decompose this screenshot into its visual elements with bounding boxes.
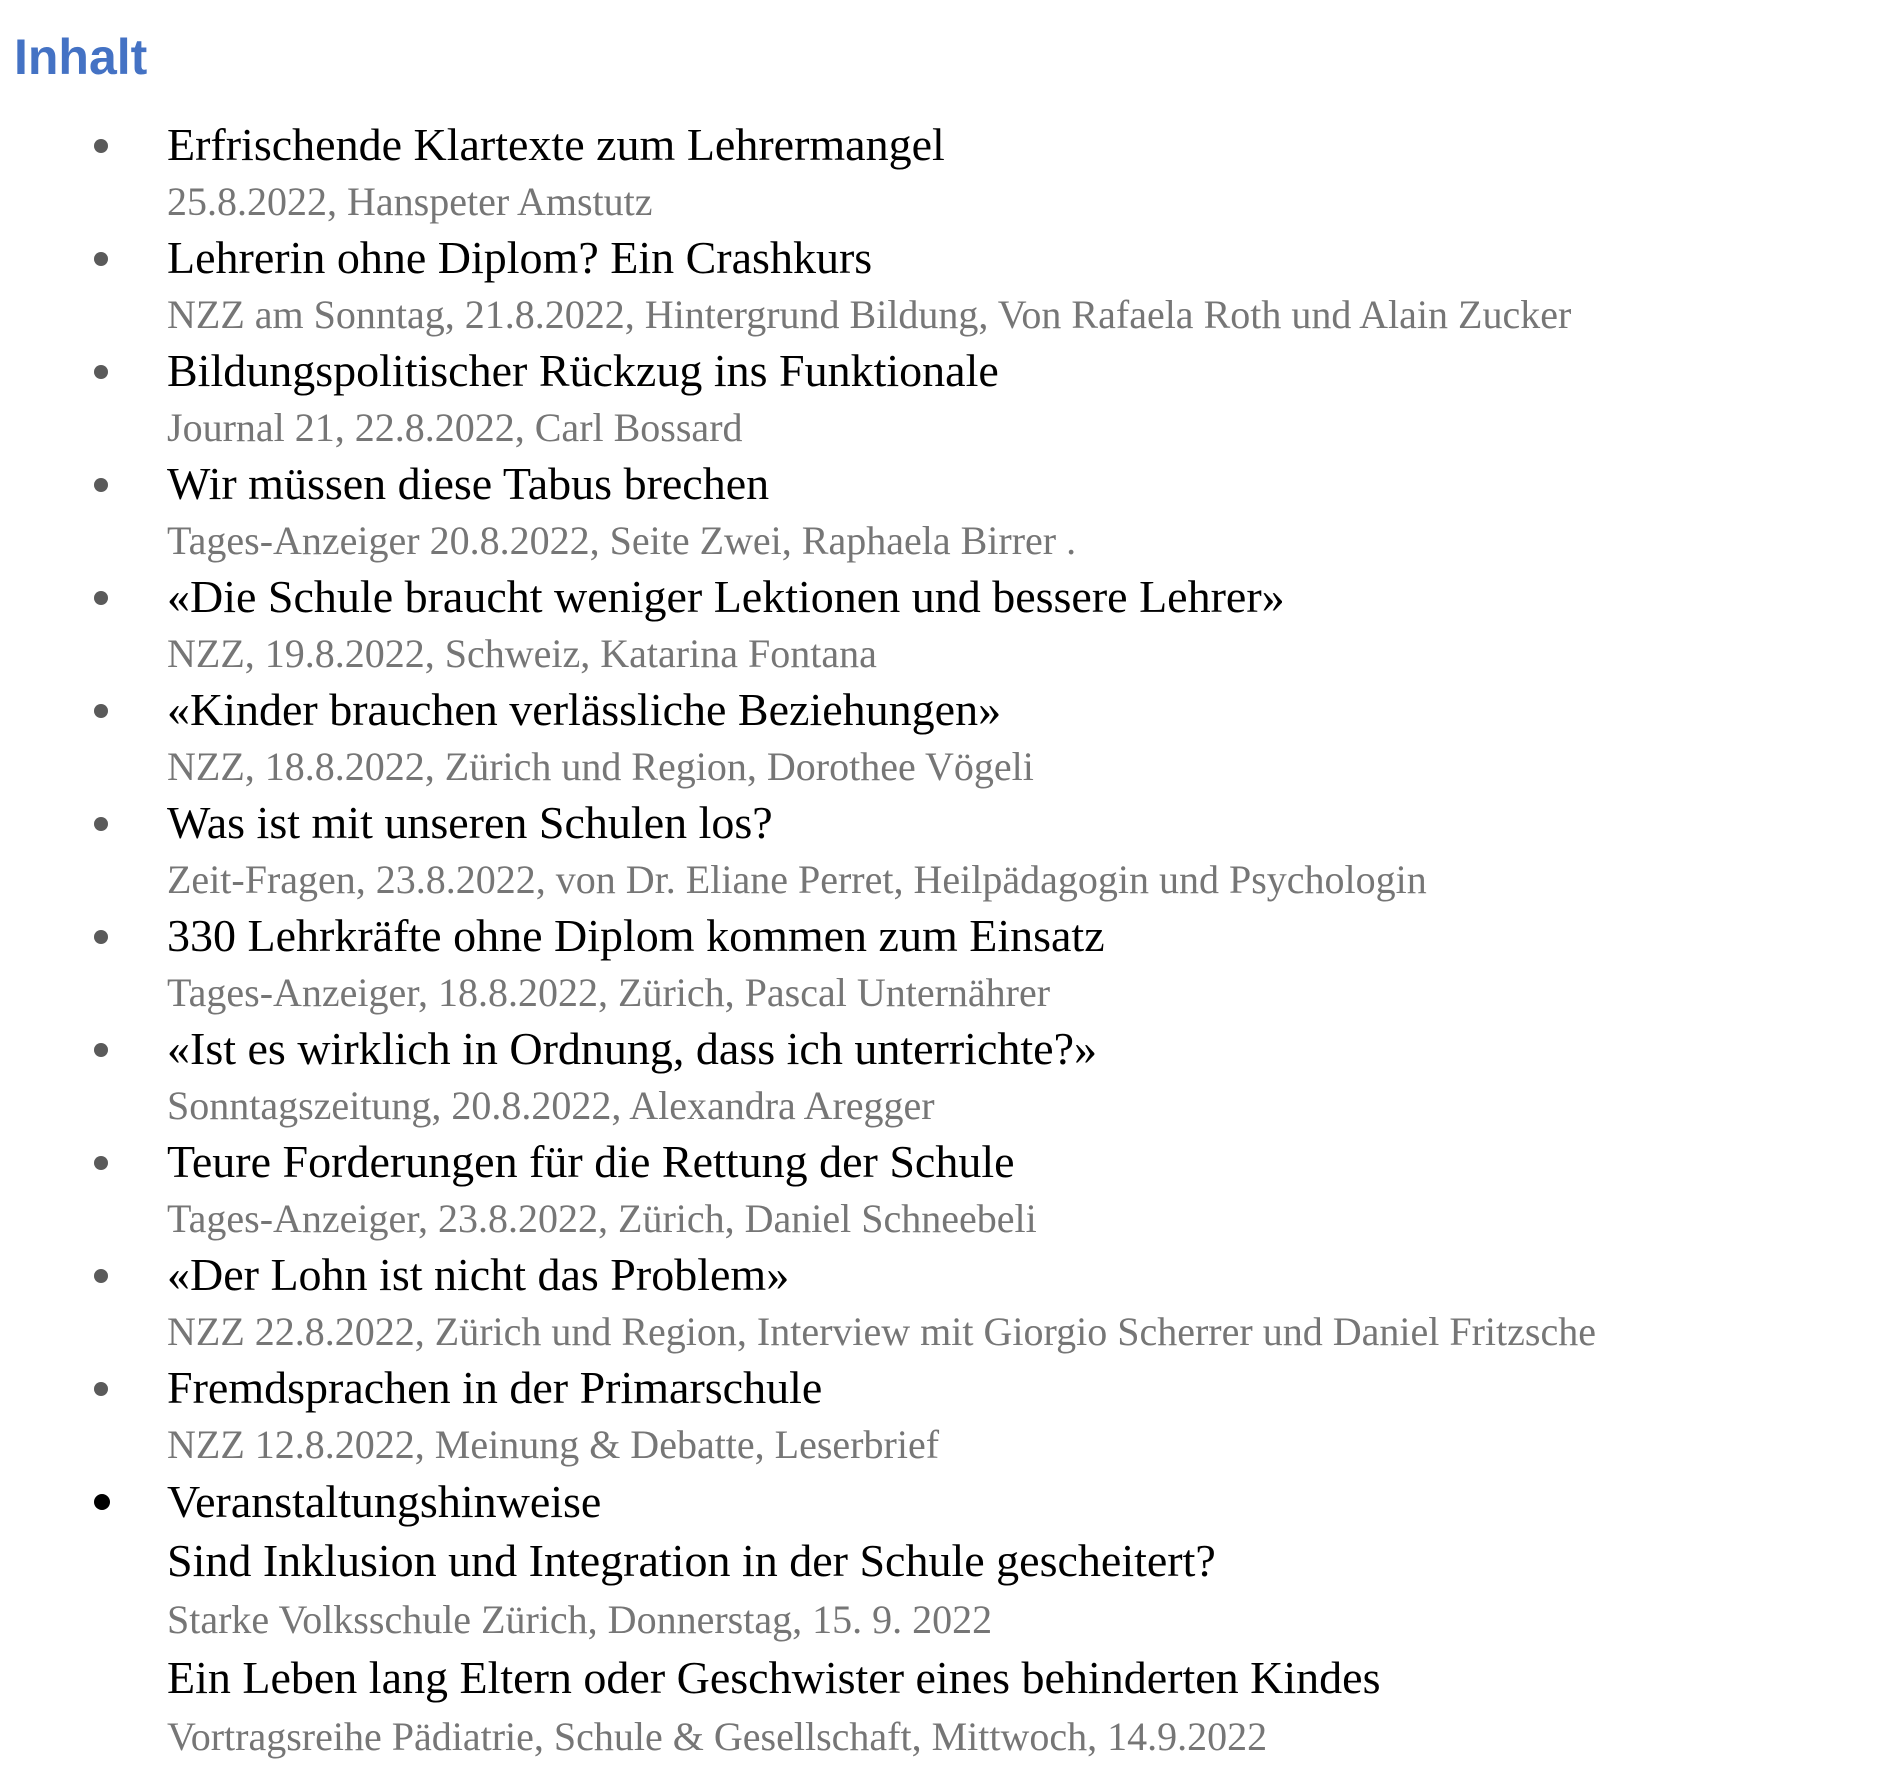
bullet-icon	[94, 139, 108, 153]
bullet-icon	[94, 1494, 110, 1510]
article-title[interactable]: «Kinder brauchen verlässliche Beziehungen»	[167, 684, 1002, 735]
article-title[interactable]: Fremdsprachen in der Primarschule	[167, 1362, 823, 1413]
article-source: NZZ am Sonntag, 21.8.2022, Hintergrund Bildung, Von Rafaela Roth und Alain Zucker	[167, 292, 1572, 337]
bullet-icon	[94, 1382, 108, 1396]
bullet-icon	[94, 1156, 108, 1170]
event-details: Starke Volksschule Zürich, Donnerstag, 15. 9. 2022	[167, 1597, 993, 1642]
article-source: NZZ, 19.8.2022, Schweiz, Katarina Fontana	[167, 631, 877, 676]
article-title[interactable]: Erfrischende Klartexte zum Lehrermangel	[167, 119, 945, 170]
article-source: 25.8.2022, Hanspeter Amstutz	[167, 179, 653, 224]
bullet-icon	[94, 252, 108, 266]
event-title[interactable]: Sind Inklusion und Integration in der Schule gescheitert?	[167, 1535, 1216, 1586]
article-source: Tages-Anzeiger, 18.8.2022, Zürich, Pascal Unternährer	[167, 970, 1051, 1015]
article-source: Sonntagszeitung, 20.8.2022, Alexandra Aregger	[167, 1083, 935, 1128]
article-title[interactable]: «Der Lohn ist nicht das Problem»	[167, 1249, 790, 1300]
toc-heading: Inhalt	[14, 29, 148, 85]
toc-item	[0, 456, 1884, 569]
article-title[interactable]: Lehrerin ohne Diplom? Ein Crashkurs	[167, 232, 873, 283]
toc-item	[0, 1360, 1884, 1473]
bullet-icon	[94, 930, 108, 944]
article-title[interactable]: 330 Lehrkräfte ohne Diplom kommen zum Einsatz	[167, 910, 1105, 961]
bullet-icon	[94, 1269, 108, 1283]
article-source: Zeit-Fragen, 23.8.2022, von Dr. Eliane Perret, Heilpädagogin und Psychologin	[167, 857, 1427, 902]
article-title[interactable]: «Ist es wirklich in Ordnung, dass ich unterrichte?»	[167, 1023, 1097, 1074]
bullet-icon	[94, 478, 108, 492]
event-details: Vortragsreihe Pädiatrie, Schule & Gesellschaft, Mittwoch, 14.9.2022	[167, 1714, 1268, 1759]
toc-item	[0, 1134, 1884, 1247]
toc-item	[0, 682, 1884, 795]
article-title[interactable]: Bildungspolitischer Rückzug ins Funktionale	[167, 345, 999, 396]
toc-item	[0, 230, 1884, 343]
toc-item	[0, 795, 1884, 908]
toc-item	[0, 343, 1884, 456]
article-title[interactable]: «Die Schule braucht weniger Lektionen und bessere Lehrer»	[167, 571, 1285, 622]
toc-item	[0, 117, 1884, 230]
toc-item	[0, 1021, 1884, 1134]
article-source: Tages-Anzeiger, 23.8.2022, Zürich, Daniel Schneebeli	[167, 1196, 1037, 1241]
bullet-icon	[94, 704, 108, 718]
events-heading[interactable]: Veranstaltungshinweise	[167, 1476, 602, 1527]
bullet-icon	[94, 1043, 108, 1057]
bullet-icon	[94, 817, 108, 831]
article-source: NZZ 12.8.2022, Meinung & Debatte, Leserbrief	[167, 1422, 940, 1467]
event-title[interactable]: Ein Leben lang Eltern oder Geschwister eines behinderten Kindes	[167, 1652, 1381, 1703]
article-source: NZZ 22.8.2022, Zürich und Region, Interview mit Giorgio Scherrer und Daniel Fritzsche	[167, 1309, 1596, 1354]
article-title[interactable]: Wir müssen diese Tabus brechen	[167, 458, 770, 509]
article-source: Journal 21, 22.8.2022, Carl Bossard	[167, 405, 743, 450]
bullet-icon	[94, 591, 108, 605]
article-source: Tages-Anzeiger 20.8.2022, Seite Zwei, Raphaela Birrer .	[167, 518, 1077, 563]
events-item	[0, 1473, 1884, 1765]
toc-item	[0, 569, 1884, 682]
table-of-contents	[0, 117, 1884, 1765]
article-title[interactable]: Teure Forderungen für die Rettung der Schule	[167, 1136, 1015, 1187]
article-title[interactable]: Was ist mit unseren Schulen los?	[167, 797, 773, 848]
toc-item	[0, 908, 1884, 1021]
toc-item	[0, 1247, 1884, 1360]
bullet-icon	[94, 365, 108, 379]
article-source: NZZ, 18.8.2022, Zürich und Region, Dorothee Vögeli	[167, 744, 1034, 789]
